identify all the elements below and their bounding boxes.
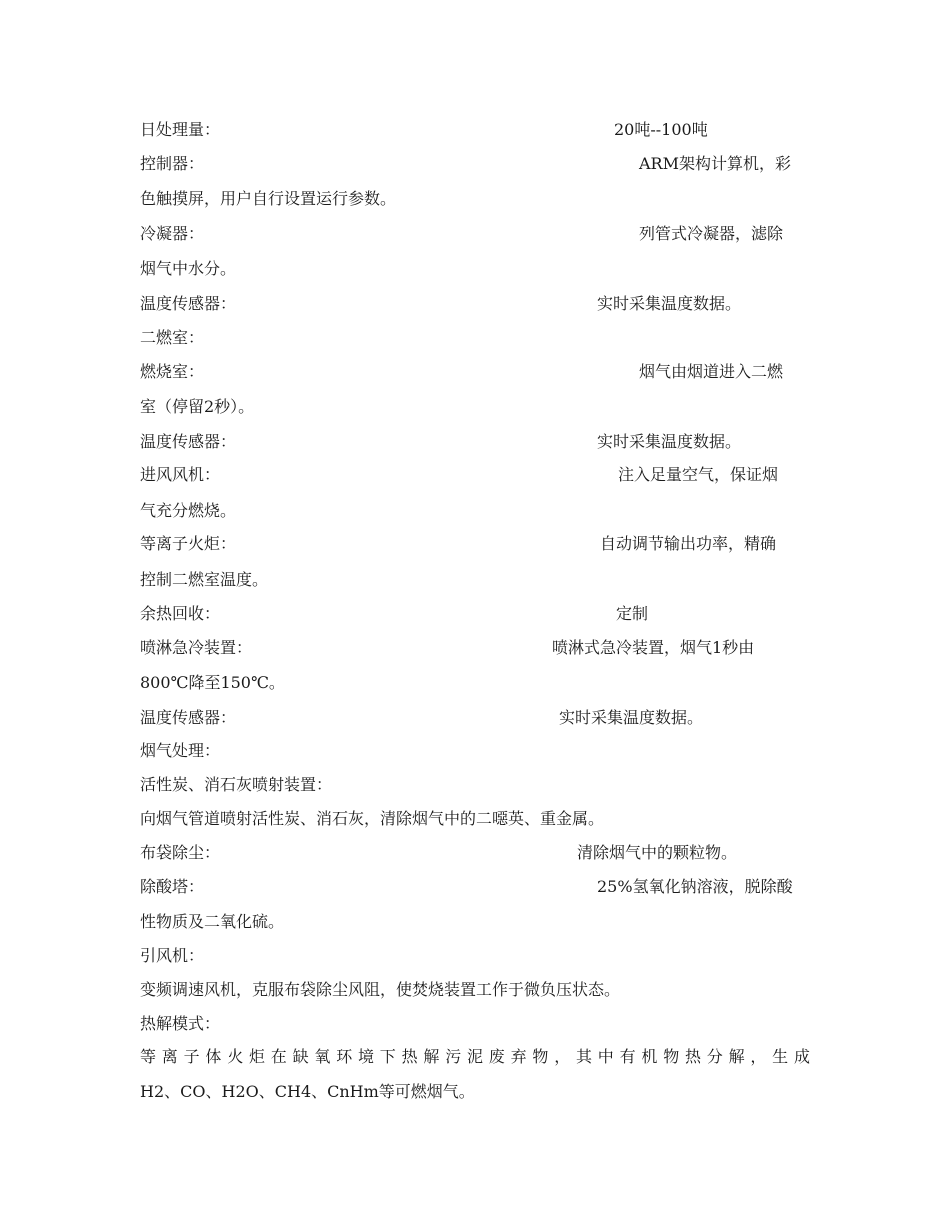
- row-value: 实时采集温度数据。: [559, 708, 704, 727]
- row-text: H2、CO、H2O、CH4、CnHm等可燃烟气。: [140, 1082, 475, 1101]
- row-label: 喷淋急冷装置：: [140, 638, 253, 657]
- combustion-chamber-continuation: [140, 394, 810, 420]
- intake-fan-row: [140, 462, 810, 488]
- row-value: 实时采集温度数据。: [597, 432, 742, 451]
- row-label: 等离子火炬：: [140, 534, 237, 553]
- bag-filter-row: [140, 840, 810, 866]
- row-label: 冷凝器：: [140, 224, 205, 243]
- row-label: 进风风机：: [140, 465, 221, 484]
- row-label: 布袋除尘：: [140, 843, 221, 862]
- row-label: 温度传感器：: [140, 708, 237, 727]
- induced-draft-fan-heading: [140, 943, 810, 969]
- row-text: 气充分燃烧。: [140, 501, 237, 520]
- section-heading: 烟气处理：: [140, 741, 221, 760]
- row-label: 燃烧室：: [140, 362, 205, 381]
- row-value: 烟气由烟道进入二燃: [639, 362, 784, 381]
- row-text: 控制二燃室温度。: [140, 570, 269, 589]
- row-value: 25%氢氧化钠溶液，脱除酸: [597, 877, 793, 896]
- spray-quench-continuation: [140, 670, 810, 696]
- row-label: 日处理量：: [140, 120, 221, 139]
- temperature-sensor-row: [140, 705, 810, 731]
- row-value: 定制: [616, 604, 649, 623]
- carbon-lime-injector-heading: [140, 772, 810, 798]
- row-value: 清除烟气中的颗粒物。: [577, 843, 738, 862]
- flue-gas-treatment-heading: [140, 738, 810, 764]
- section-heading: 二燃室：: [140, 328, 205, 347]
- controller-row: [140, 151, 810, 177]
- section-heading: 热解模式：: [140, 1014, 221, 1033]
- row-text: 800℃降至150℃。: [140, 673, 285, 692]
- carbon-lime-injector-text: [140, 806, 810, 832]
- row-value: 20吨--100吨: [614, 120, 708, 139]
- acid-removal-tower-continuation: [140, 909, 810, 935]
- row-label: 温度传感器：: [140, 294, 237, 313]
- plasma-torch-row: [140, 531, 810, 557]
- condenser-continuation: [140, 256, 810, 282]
- row-label: 控制器：: [140, 154, 205, 173]
- row-value: ARM架构计算机，彩: [639, 154, 791, 173]
- plasma-torch-continuation: [140, 567, 810, 593]
- induced-draft-fan-text: [140, 977, 810, 1003]
- row-text: 等离子体火炬在缺氧环境下热解污泥废弃物，其中有机物热分解，生成: [140, 1047, 810, 1066]
- temperature-sensor-row: [140, 429, 810, 455]
- pyrolysis-mode-continuation: [140, 1079, 810, 1105]
- combustion-chamber-row: [140, 359, 810, 385]
- row-value: 注入足量空气，保证烟: [618, 465, 779, 484]
- row-value: 实时采集温度数据。: [597, 294, 742, 313]
- row-value: 喷淋式急冷装置，烟气1秒由: [552, 638, 755, 657]
- row-text: 色触摸屏，用户自行设置运行参数。: [140, 189, 397, 208]
- row-label: 除酸塔：: [140, 877, 205, 896]
- row-text: 性物质及二氧化硫。: [140, 912, 285, 931]
- condenser-row: [140, 221, 810, 247]
- row-value: 自动调节输出功率，精确: [600, 534, 777, 553]
- row-text: 室（停留2秒）。: [140, 397, 255, 416]
- row-text: 向烟气管道喷射活性炭、消石灰，清除烟气中的二噁英、重金属。: [140, 809, 605, 828]
- pyrolysis-mode-text: [140, 1044, 810, 1070]
- controller-continuation: [140, 186, 810, 212]
- row-label: 活性炭、消石灰喷射装置：: [140, 775, 333, 794]
- row-text: 变频调速风机，克服布袋除尘风阻，使焚烧装置工作于微负压状态。: [140, 980, 621, 999]
- daily-capacity-row: [140, 117, 810, 143]
- secondary-chamber-heading: [140, 325, 810, 351]
- row-label: 引风机：: [140, 946, 205, 965]
- pyrolysis-mode-heading: [140, 1011, 810, 1037]
- row-label: 余热回收：: [140, 604, 221, 623]
- spray-quench-row: [140, 635, 810, 661]
- acid-removal-tower-row: [140, 874, 810, 900]
- row-value: 列管式冷凝器，滤除: [639, 224, 784, 243]
- row-label: 温度传感器：: [140, 432, 237, 451]
- waste-heat-recovery-row: [140, 601, 810, 627]
- temperature-sensor-row: [140, 291, 810, 317]
- row-text: 烟气中水分。: [140, 259, 237, 278]
- intake-fan-continuation: [140, 498, 810, 524]
